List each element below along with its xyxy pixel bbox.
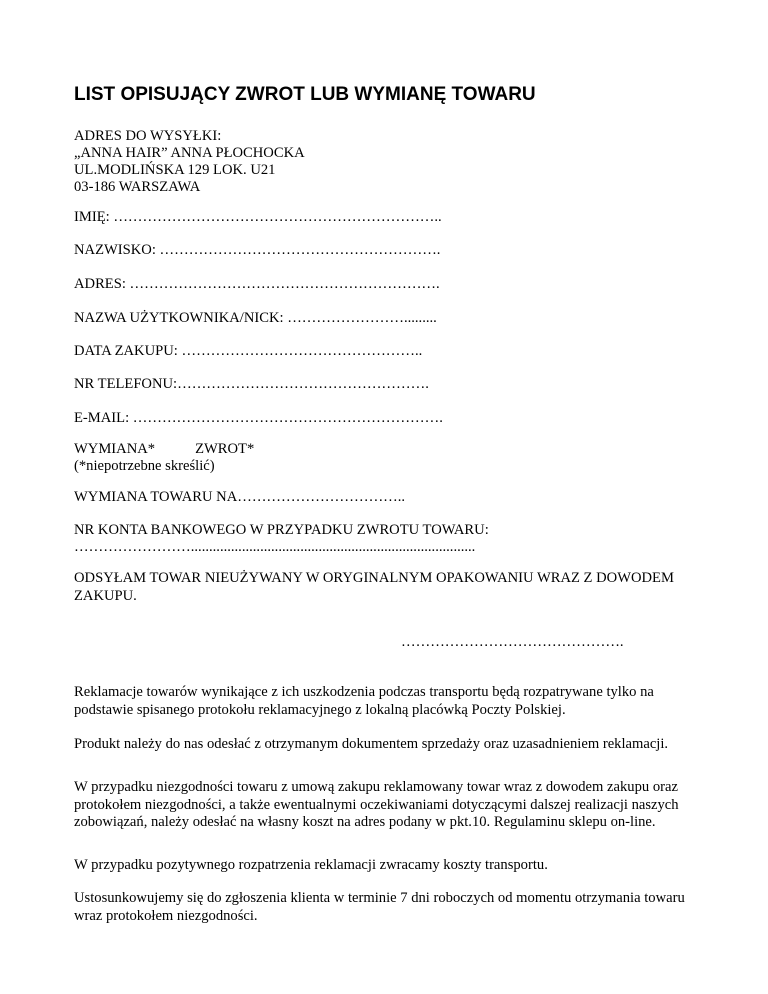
- terms-paragraph-3: W przypadku niezgodności towaru z umową zakupu reklamowany towar wraz z dowodem zakupu oraz protokołem niezgodności, a także ewentualnymi oczekiwaniami dotyczącymi dalszej realizacji naszych zobowiązań, należy odesłać na własny koszt na adres podany w pkt.10. Regulaminu sklepu on-line.: [74, 779, 679, 830]
- signature-line: ……………………………………….: [401, 634, 624, 650]
- address-line-2: UL.MODLIŃSKA 129 LOK. U21: [74, 162, 276, 178]
- address-line-3: 03-186 WARSZAWA: [74, 179, 201, 195]
- option-return: ZWROT*: [195, 441, 255, 457]
- surname-field: NAZWISKO: ………………………………………………….: [74, 242, 441, 258]
- email-field: E-MAIL: ……………………………………………………….: [74, 410, 443, 426]
- terms-paragraph-2: Produkt należy do nas odesłać z otrzymanym dokumentem sprzedaży oraz uzasadnieniem reklamacji.: [74, 736, 669, 752]
- address-field: ADRES: ……………………………………………………….: [74, 276, 440, 292]
- username-field: NAZWA UŻYTKOWNIKA/NICK: …………………….........: [74, 310, 437, 326]
- exchange-for-field: WYMIANA TOWARU NA……………………………..: [74, 489, 406, 505]
- page-title: LIST OPISUJĄCY ZWROT LUB WYMIANĘ TOWARU: [74, 84, 536, 105]
- terms-paragraph-1: Reklamacje towarów wynikające z ich uszkodzenia podczas transportu będą rozpatrywane tylko na podstawie spisanego protokołu reklamacyjnego z lokalną placówką Poczty Polskiej.: [74, 684, 654, 718]
- purchase-date-field: DATA ZAKUPU: …………………………………………..: [74, 343, 423, 359]
- address-heading: ADRES DO WYSYŁKI:: [74, 128, 222, 144]
- terms-paragraph-5: Ustosunkowujemy się do zgłoszenia klienta w terminie 7 dni roboczych od momentu otrzymania towaru wraz protokołem niezgodności.: [74, 890, 685, 924]
- options-note: (*niepotrzebne skreślić): [74, 458, 215, 474]
- terms-paragraph-4: W przypadku pozytywnego rozpatrzenia reklamacji zwracamy koszty transportu.: [74, 857, 548, 873]
- option-exchange: WYMIANA*: [74, 441, 156, 457]
- declaration-text: ODSYŁAM TOWAR NIEUŻYWANY W ORYGINALNYM OPAKOWANIU WRAZ Z DOWODEM ZAKUPU.: [74, 570, 674, 604]
- bank-account-label: NR KONTA BANKOWEGO W PRZYPADKU ZWROTU TOWARU:: [74, 522, 489, 538]
- exchange-return-options: [74, 441, 254, 459]
- phone-field: NR TELEFONU:…………………………………………….: [74, 376, 429, 392]
- name-field: IMIĘ: …………………………………………………………..: [74, 209, 442, 225]
- bank-account-line: ……………………..............................................................................: [74, 539, 476, 555]
- address-line-1: „ANNA HAIR” ANNA PŁOCHOCKA: [74, 145, 305, 161]
